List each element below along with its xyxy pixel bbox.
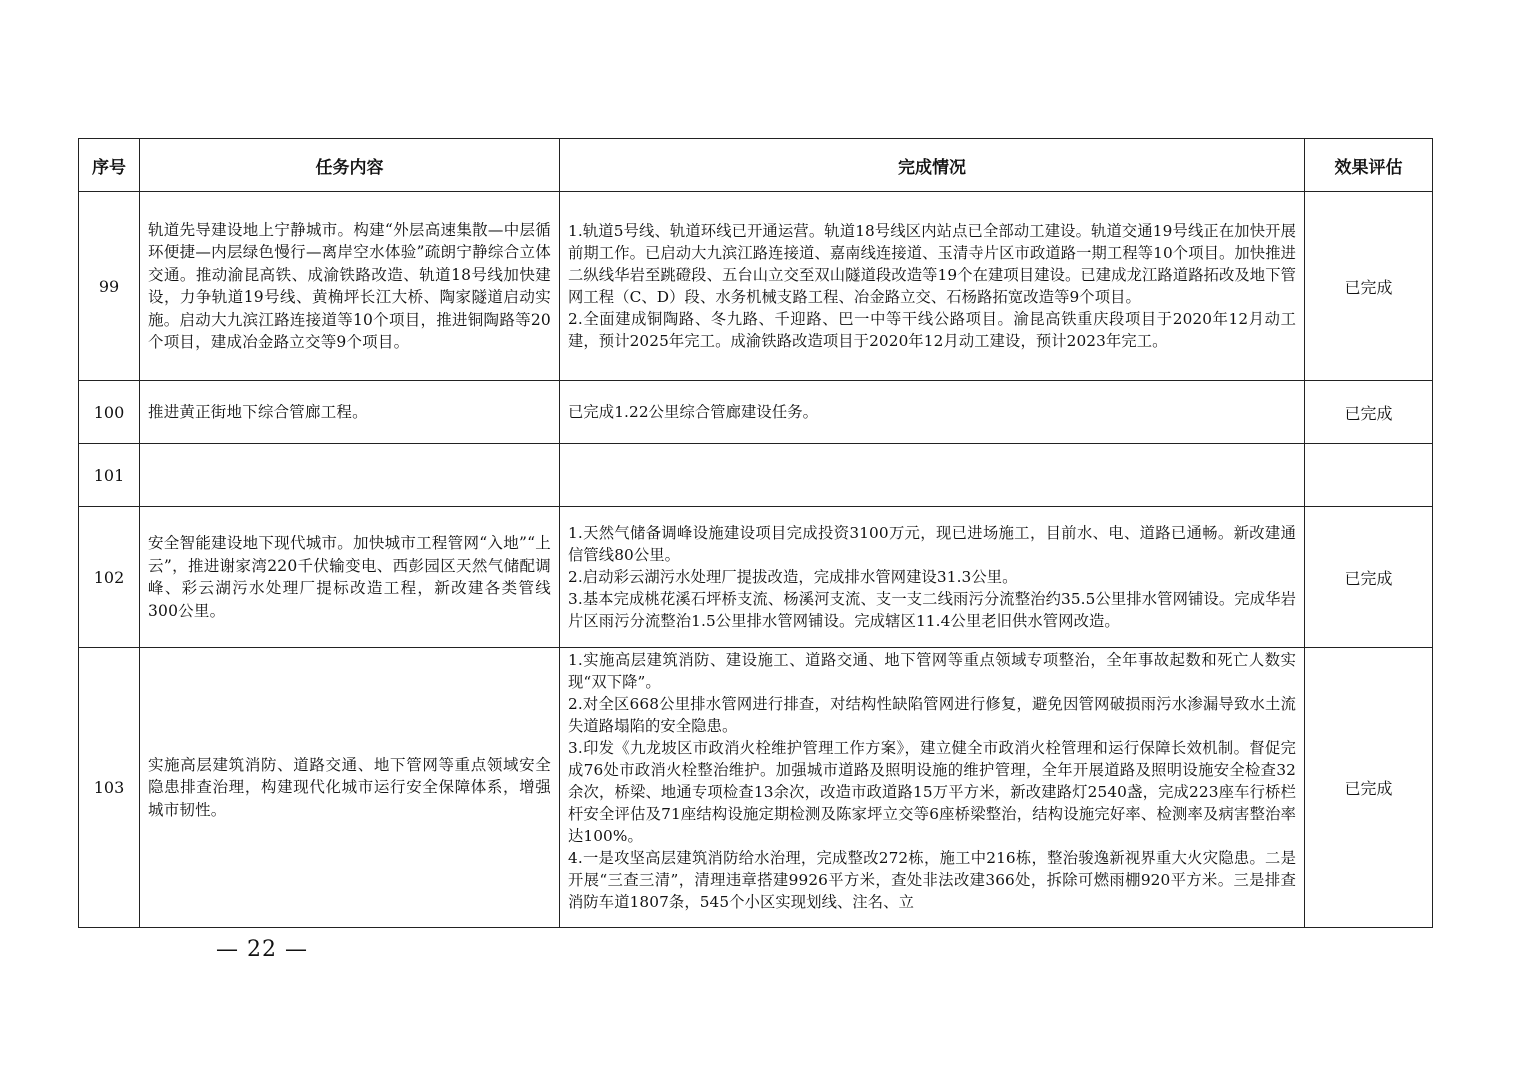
row-task: 安全智能建设地下现代城市。加快城市工程管网“入地”“上云”，推进谢家湾220千伏输变电、西彭园区天然气储配调峰、彩云湖污水处理厂提标改造工程，新改建各类管线300公里。 — [140, 507, 560, 648]
table-row — [79, 192, 1433, 381]
page-number: — 22 — — [216, 937, 308, 962]
row-completion — [560, 507, 1305, 648]
table-row — [79, 381, 1433, 444]
row-task: 轨道先导建设地上宁静城市。构建“外层高速集散—中层循环便捷—内层绿色慢行—离岸空水体验”疏朗宁静综合立体交通。推动渝昆高铁、成渝铁路改造、轨道18号线加快建设，力争轨道19号线、黄桷坪长江大桥、陶家隧道启动实施。启动大九滨江路连接道等10个项目，推进铜陶路等20个项目，建成冶金路立交等9个项目。 — [140, 192, 560, 381]
completion-item: 2.全面建成铜陶路、冬九路、千迎路、巴一中等干线公路项目。渝昆高铁重庆段项目于2020年12月动工建，预计2025年完工。成渝铁路改造项目于2020年12月动工建设，预计2023年完工。 — [568, 310, 1296, 350]
row-completion — [560, 444, 1305, 507]
completion-item: 1.实施高层建筑消防、建设施工、道路交通、地下管网等重点领域专项整治，全年事故起数和死亡人数实现“双下降”。 — [568, 651, 1296, 691]
completion-item: 2.启动彩云湖污水处理厂提拔改造，完成排水管网建设31.3公里。 — [568, 568, 1018, 586]
row-index: 102 — [79, 507, 140, 648]
row-index: 99 — [79, 192, 140, 381]
row-index: 101 — [79, 444, 140, 507]
row-completion — [560, 192, 1305, 381]
table-row — [79, 648, 1433, 928]
completion-item: 已完成1.22公里综合管廊建设任务。 — [568, 403, 819, 421]
row-task: 实施高层建筑消防、道路交通、地下管网等重点领域安全隐患排查治理，构建现代化城市运行安全保障体系，增强城市韧性。 — [140, 648, 560, 928]
completion-item: 2.对全区668公里排水管网进行排查，对结构性缺陷管网进行修复，避免因管网破损雨污水渗漏导致水土流失道路塌陷的安全隐患。 — [568, 695, 1296, 735]
completion-item: 4.一是攻坚高层建筑消防给水治理，完成整改272栋，施工中216栋，整治骏逸新视界重大火灾隐患。二是开展“三查三清”，清理违章搭建9926平方米，查处非法改建366处，拆除可燃雨棚920平方米。三是排查消防车道1807条，545个小区实现划线、注名、立 — [568, 849, 1296, 911]
row-evaluation: 已完成 — [1305, 507, 1433, 648]
row-evaluation: 已完成 — [1305, 192, 1433, 381]
row-task: 推进黄正街地下综合管廊工程。 — [140, 381, 560, 444]
row-evaluation: 已完成 — [1305, 381, 1433, 444]
header-index: 序号 — [79, 139, 140, 192]
header-task: 任务内容 — [140, 139, 560, 192]
row-index: 100 — [79, 381, 140, 444]
row-index: 103 — [79, 648, 140, 928]
table-row — [79, 507, 1433, 648]
row-completion — [560, 648, 1305, 928]
table-header-row — [79, 139, 1433, 192]
row-evaluation: 已完成 — [1305, 648, 1433, 928]
header-evaluation: 效果评估 — [1305, 139, 1433, 192]
row-task — [140, 444, 560, 507]
header-completion: 完成情况 — [560, 139, 1305, 192]
completion-item: 1.轨道5号线、轨道环线已开通运营。轨道18号线区内站点已全部动工建设。轨道交通19号线正在加快开展前期工作。已启动大九滨江路连接道、嘉南线连接道、玉清寺片区市政道路一期工程等10个项目。加快推进二纵线华岩至跳磴段、五台山立交至双山隧道段改造等19个在建项目建设。已建成龙江路道路拓改及地下管网工程（C、D）段、水务机械支路工程、冶金路立交、石杨路拓宽改造等9个项目。 — [568, 222, 1296, 306]
completion-item: 3.印发《九龙坡区市政消火栓维护管理工作方案》，建立健全市政消火栓管理和运行保障长效机制。督促完成76处市政消火栓整治维护。加强城市道路及照明设施的维护管理，全年开展道路及照明设施安全检查32余次，桥梁、地通专项检查13余次，改造市政道路15万平方米，新改建路灯2540盏，完成223座车行桥栏杆安全评估及71座结构设施定期检测及陈家坪立交等6座桥梁整治，结构设施完好率、检测率及病害整治率达100%。 — [568, 739, 1296, 845]
completion-item: 1.天然气储备调峰设施建设项目完成投资3100万元，现已进场施工，目前水、电、道路已通畅。新改建通信管线80公里。 — [568, 524, 1296, 564]
row-evaluation — [1305, 444, 1433, 507]
row-completion — [560, 381, 1305, 444]
tasks-table — [78, 138, 1433, 928]
completion-item: 3.基本完成桃花溪石坪桥支流、杨溪河支流、支一支二线雨污分流整治约35.5公里排水管网铺设。完成华岩片区雨污分流整治1.5公里排水管网铺设。完成辖区11.4公里老旧供水管网改造。 — [568, 590, 1296, 630]
table-row — [79, 444, 1433, 507]
